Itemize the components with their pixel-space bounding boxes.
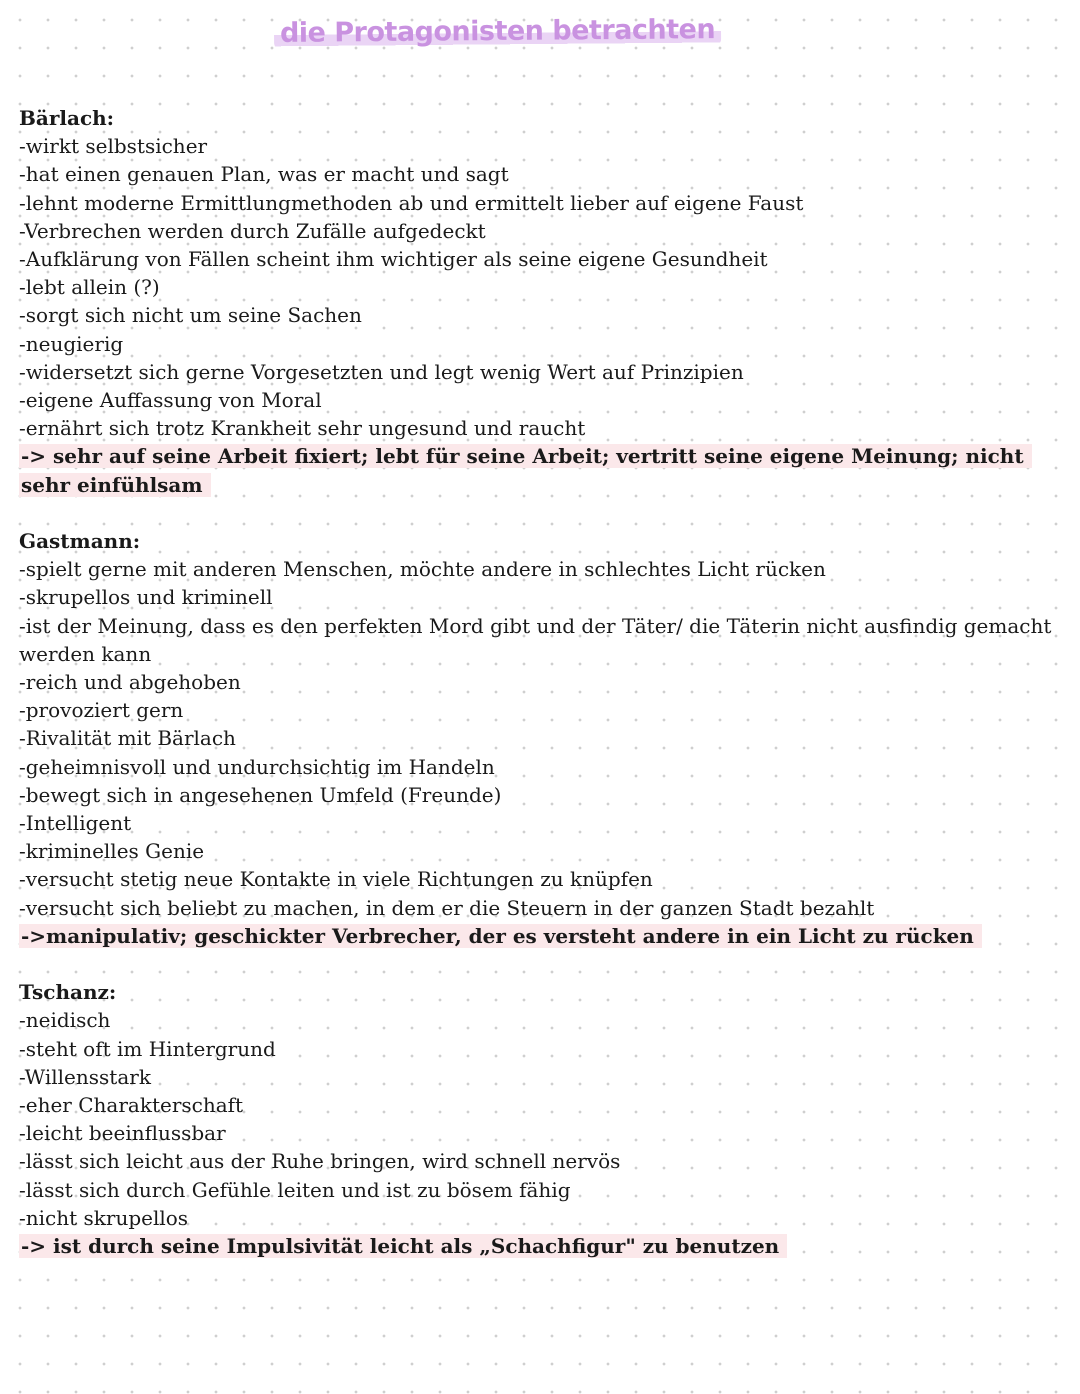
list-item: -eigene Auffassung von Moral [19,388,322,413]
list-item: -Willensstark [19,1064,151,1089]
summary-highlight: -> ist durch seine Impulsivität leicht als „Schachfigur" zu benutzen [19,1234,787,1258]
section-gastmann [19,527,1064,950]
list-item: -ist der Meinung, dass es den perfekten Mord gibt und der Täter/ die Täterin nicht ausfindig gemacht werden kann [19,613,1052,666]
list-item: -reich und abgehoben [19,670,241,695]
list-item: -leicht beeinflussbar [19,1121,226,1146]
section-heading: Bärlach: [19,106,115,130]
list-item: -nicht skrupellos [19,1205,189,1230]
list-item: -lässt sich durch Gefühle leiten und ist zu bösem fähig [19,1177,571,1202]
list-item: -bewegt sich in angesehenen Umfeld (Freunde) [19,782,502,807]
list-item: -geheimnisvoll und undurchsichtig im Handeln [19,754,495,779]
list-item: -lehnt moderne Ermittlungmethoden ab und ermittelt lieber auf eigene Faust [19,190,804,215]
list-item: -skrupellos und kriminell [19,585,273,610]
section-tschanz [19,978,1064,1260]
section-summary [19,922,1064,950]
notes-body [19,104,1064,1288]
list-item: -Aufklärung von Fällen scheint ihm wichtiger als seine eigene Gesundheit [19,247,768,272]
list-item: -wirkt selbstsicher [19,134,208,159]
summary-highlight: -> sehr auf seine Arbeit fixiert; lebt für seine Arbeit; vertritt seine eigene Meinung; nicht sehr einfühlsam [19,444,1032,496]
section-heading: Gastmann: [19,529,141,554]
list-item: -versucht stetig neue Kontakte in viele Richtungen zu knüpfen [19,867,653,892]
list-item: -Verbrechen werden durch Zufälle aufgedeckt [19,218,486,243]
list-item: -eher Charakterschaft [19,1093,244,1118]
list-item: -versucht sich beliebt zu machen, in dem er die Steuern in der ganzen Stadt bezahlt [19,895,875,920]
list-item: -spielt gerne mit anderen Menschen, möchte andere in schlechtes Licht rücken [19,557,826,582]
page-title: die Protagonisten betrachten [274,12,721,49]
list-item: -neugierig [19,331,124,356]
list-item: -ernährt sich trotz Krankheit sehr ungesund und raucht [19,416,586,441]
list-item: -lebt allein (?) [19,275,160,300]
summary-highlight: ->manipulativ; geschickter Verbrecher, der es versteht andere in ein Licht zu rücken [19,924,982,948]
section-summary [19,1232,1064,1260]
list-item: -kriminelles Genie [19,839,205,864]
list-item: -Intelligent [19,811,132,836]
section-heading: Tschanz: [19,980,117,1005]
section-summary [19,442,1064,498]
list-item: -Rivalität mit Bärlach [19,726,236,751]
list-item: -widersetzt sich gerne Vorgesetzten und legt wenig Wert auf Prinzipien [19,359,744,384]
list-item: -sorgt sich nicht um seine Sachen [19,303,362,328]
page-title-wrap [0,14,1080,47]
list-item: -provoziert gern [19,698,184,723]
list-item: -neidisch [19,1008,111,1033]
section-baerlach [19,104,1064,499]
list-item: -lässt sich leicht aus der Ruhe bringen, wird schnell nervös [19,1149,621,1174]
list-item: -steht oft im Hintergrund [19,1036,276,1061]
list-item: -hat einen genauen Plan, was er macht und sagt [19,162,509,187]
